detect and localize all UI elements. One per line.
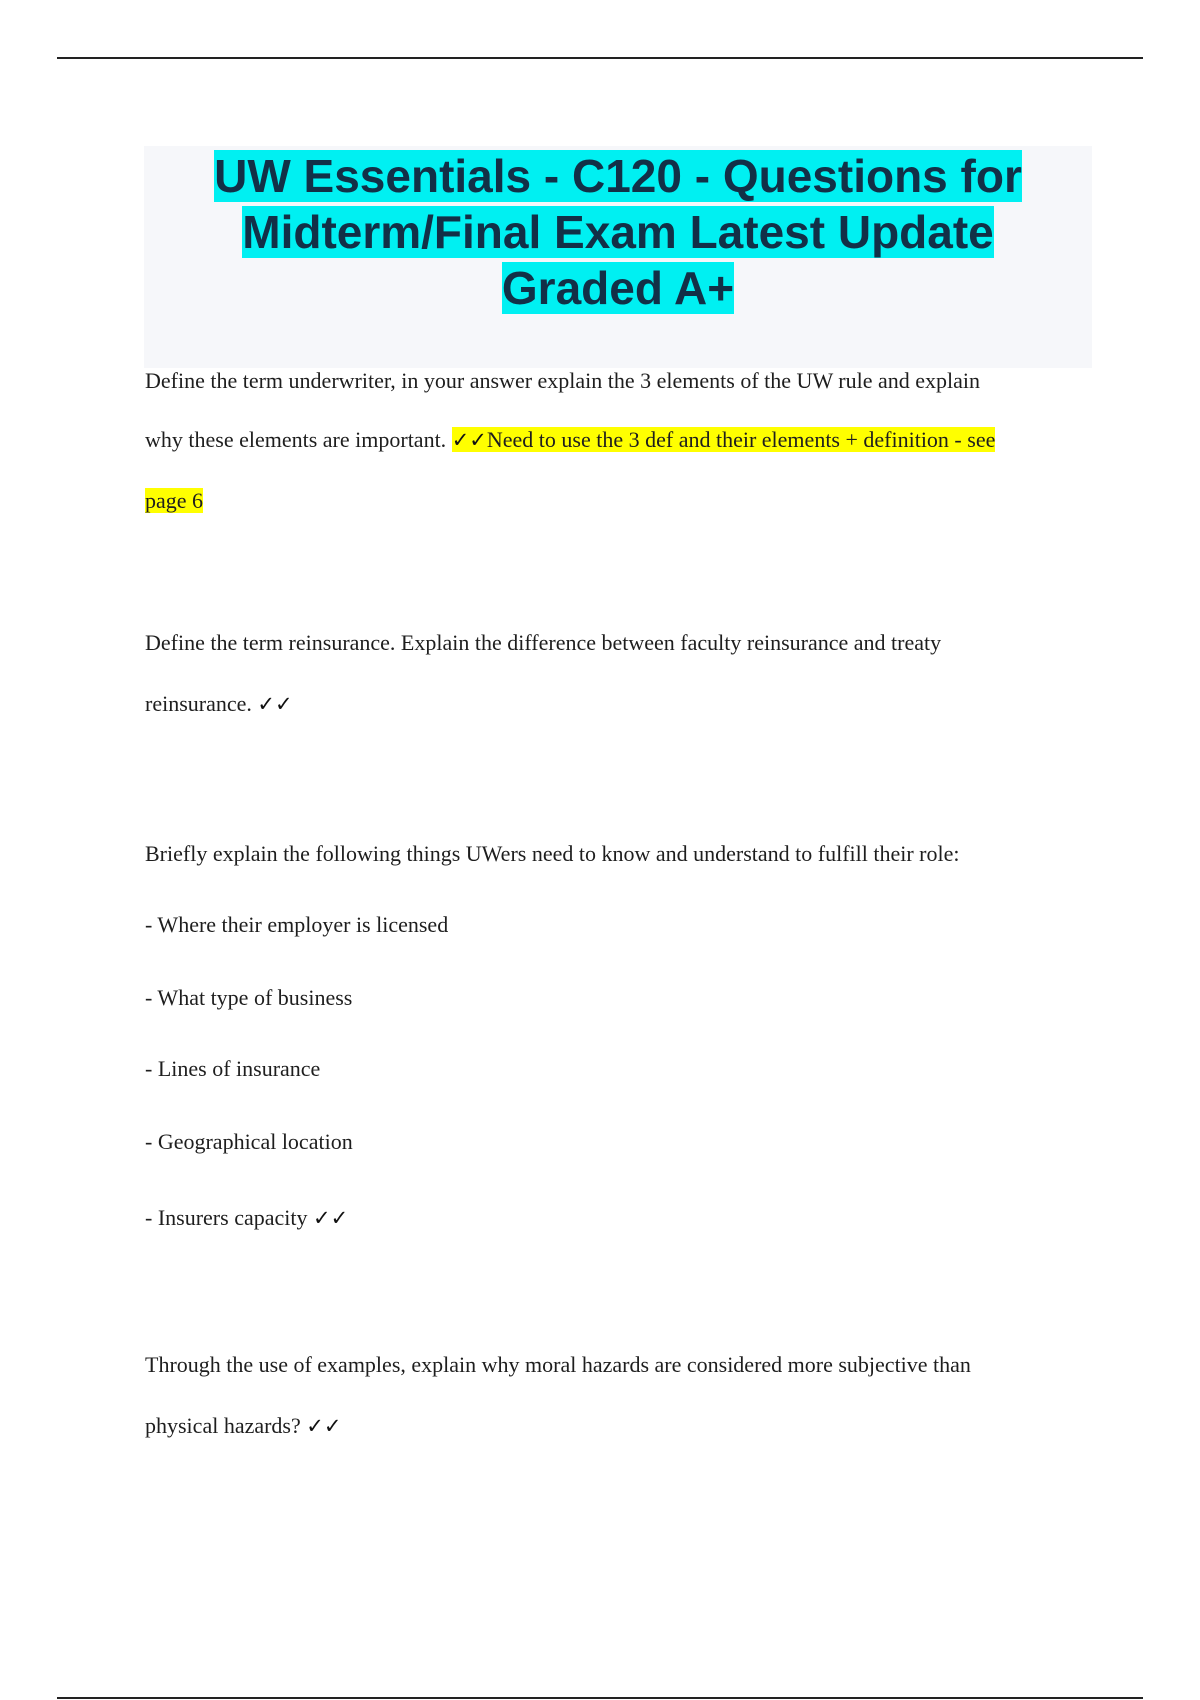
- q1-line1: Define the term underwriter, in your answer explain the 3 elements of the UW rule and explain: [145, 368, 981, 393]
- q4-line1: Through the use of examples, explain why moral hazards are considered more subjective than: [145, 1352, 971, 1377]
- q2-line1: Define the term reinsurance. Explain the difference between faculty reinsurance and treaty: [145, 630, 942, 655]
- q3-item-5-text: - Insurers capacity: [145, 1205, 313, 1230]
- q1-line2: [145, 427, 995, 453]
- q3-item-5: [145, 1205, 348, 1231]
- document-title: UW Essentials - C120 - Questions for Midterm/Final Exam Latest Update Graded A+: [214, 150, 1022, 314]
- q4-line2-text: physical hazards?: [145, 1413, 307, 1438]
- q1-answer-highlight: [452, 427, 996, 452]
- double-check-icon: ✓✓: [306, 1414, 342, 1438]
- q3-intro: Briefly explain the following things UWers need to know and understand to fulfill their role:: [145, 841, 960, 866]
- q3-item-3: - Lines of insurance: [145, 1056, 321, 1081]
- double-check-icon: ✓✓: [257, 692, 293, 716]
- q1-line3: [145, 488, 203, 514]
- q3-item-1: - Where their employer is licensed: [145, 912, 449, 937]
- footer-rule: [57, 1697, 1143, 1699]
- double-check-icon: ✓✓: [451, 428, 487, 452]
- q3-item-2: - What type of business: [145, 985, 353, 1010]
- q2-line2: [145, 691, 293, 717]
- q1-line2-text: why these elements are important.: [145, 427, 452, 452]
- q4-line2: [145, 1413, 341, 1439]
- q1-answer-text: Need to use the 3 def and their elements + definition - see: [486, 427, 996, 452]
- header-rule: [57, 57, 1143, 59]
- q1-answer-page: page 6: [145, 488, 204, 513]
- double-check-icon: ✓✓: [312, 1206, 349, 1230]
- q2-line2-text: reinsurance.: [145, 691, 258, 716]
- title-box: [144, 146, 1092, 368]
- q3-item-4: - Geographical location: [145, 1129, 353, 1154]
